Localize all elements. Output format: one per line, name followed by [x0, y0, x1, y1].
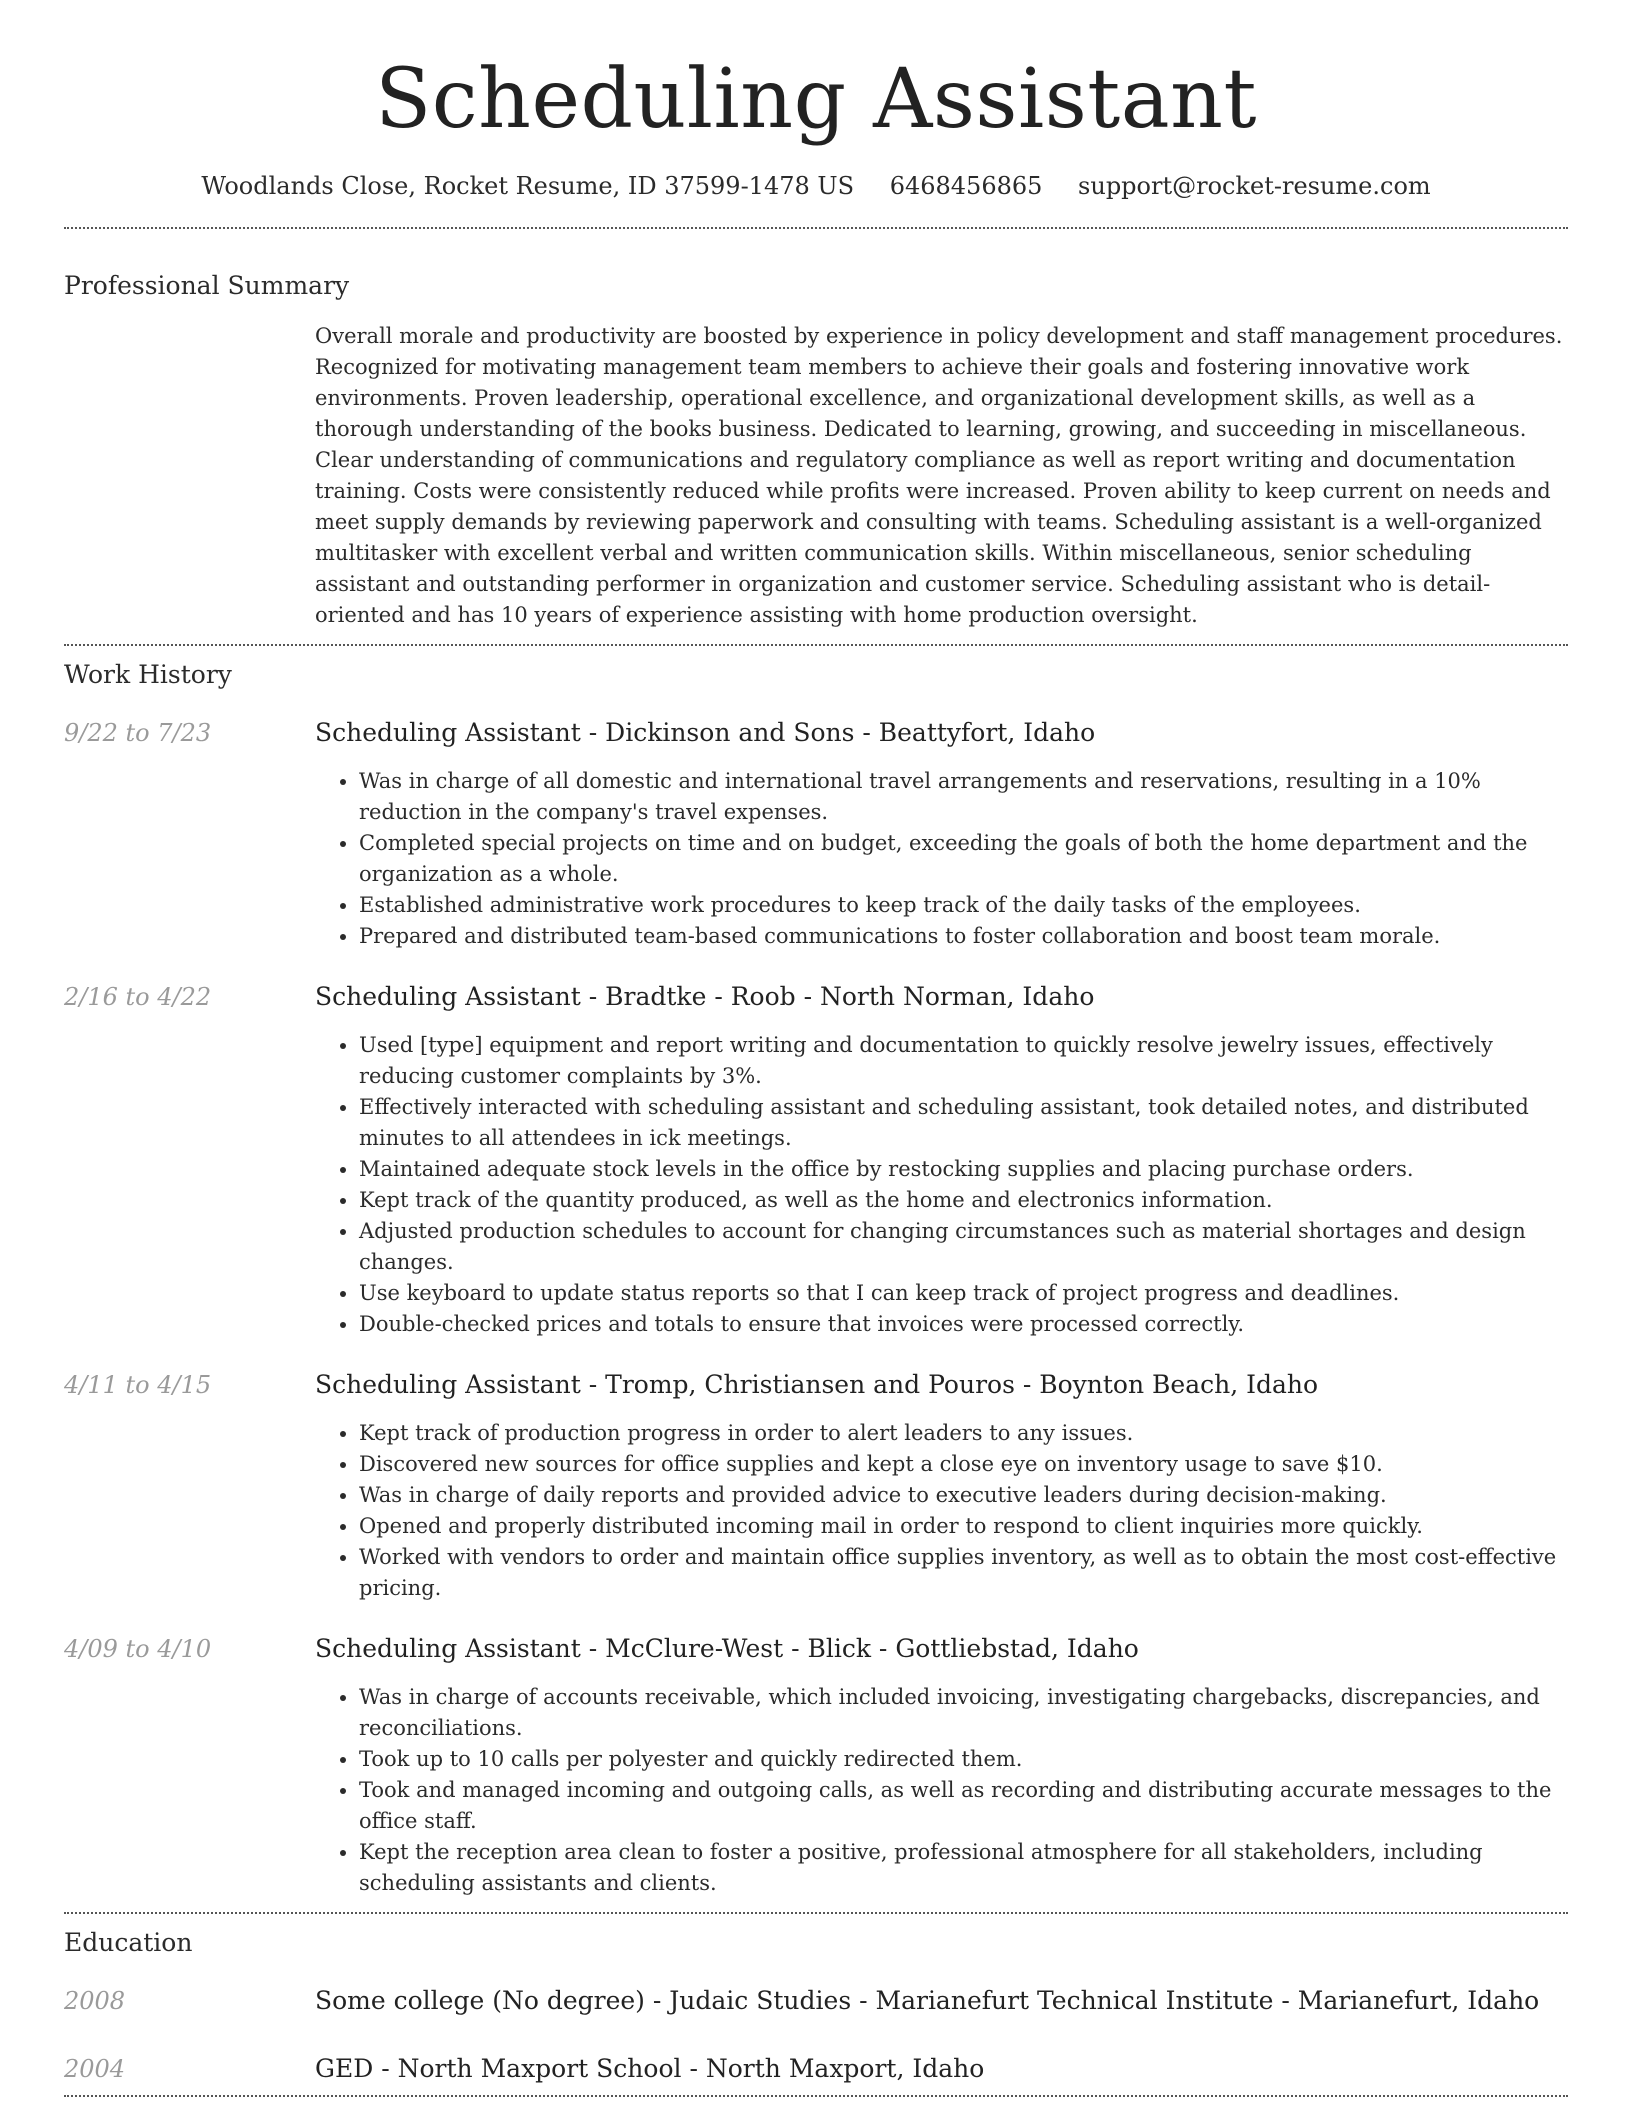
job-bullet: • Adjusted production schedules to account for changing circumstances such as material shortages and design changes. [359, 1216, 1568, 1278]
education-title: Education [64, 1928, 193, 1957]
job-entry [64, 981, 1568, 1340]
contact-address: Woodlands Close, Rocket Resume, ID 37599-1478 US [201, 172, 855, 200]
divider [64, 644, 1568, 646]
job-dates: 4/09 to 4/10 [64, 1635, 212, 1663]
job-bullet: • Discovered new sources for office supplies and kept a close eye on inventory usage to save $10. [359, 1449, 1568, 1480]
education-year: 2008 [64, 1987, 126, 2015]
job-bullet: • Double-checked prices and totals to ensure that invoices were processed correctly. [359, 1309, 1568, 1340]
divider [64, 1912, 1568, 1914]
job-bullets [315, 766, 1568, 952]
job-bullet: • Completed special projects on time and on budget, exceeding the goals of both the home department and the organization as a whole. [359, 828, 1568, 890]
job-dates: 2/16 to 4/22 [64, 983, 212, 1011]
job-entry [64, 717, 1568, 952]
education-year: 2004 [64, 2055, 126, 2083]
job-bullets [315, 1682, 1568, 1899]
education-text: Some college (No degree) - Judaic Studies - Marianefurt Technical Institute - Marianefurt, Idaho [315, 1986, 1540, 2015]
divider [64, 2095, 1568, 2097]
education-entry [64, 1985, 1568, 2017]
job-bullet: • Was in charge of accounts receivable, which included invoicing, investigating chargebacks, discrepancies, and reconciliations. [359, 1682, 1568, 1744]
job-bullet: • Was in charge of daily reports and provided advice to executive leaders during decision-making. [359, 1480, 1568, 1511]
job-bullet: • Prepared and distributed team-based communications to foster collaboration and boost team morale. [359, 921, 1568, 952]
education-section [64, 1927, 1568, 2085]
job-entry [64, 1369, 1568, 1604]
job-dates: 4/11 to 4/15 [64, 1371, 212, 1399]
job-heading: Scheduling Assistant - Dickinson and Sons - Beattyfort, Idaho [315, 718, 1096, 747]
job-bullets [315, 1418, 1568, 1604]
job-heading: Scheduling Assistant - Bradtke - Roob - North Norman, Idaho [315, 982, 1095, 1011]
job-entry [64, 1633, 1568, 1899]
summary-text: Overall morale and productivity are boosted by experience in policy development and staff management procedures. Recognized for motivating management team members to achieve their goals and fostering innovative work environments. Proven leadership, operational excellence, and organizational development skills, as well as a thorough understanding of the books business. Dedicated to learning, growing, and succeeding in miscellaneous. Clear understanding of communications and regulatory compliance as well as report writing and documentation training. Costs were consistently reduced while profits were increased. Proven ability to keep current on needs and meet supply demands by reviewing paperwork and consulting with teams. Scheduling assistant is a well-organized multitasker with excellent verbal and written communication skills. Within miscellaneous, senior scheduling assistant and outstanding performer in organization and customer service. Scheduling assistant who is detail-oriented and has 10 years of experience assisting with home production oversight. [315, 324, 1563, 627]
job-bullet: • Was in charge of all domestic and international travel arrangements and reservations, resulting in a 10% reduction in the company's travel expenses. [359, 766, 1568, 828]
resume-page [64, 0, 1568, 2097]
summary-section [64, 270, 1568, 631]
contact-phone: 6468456865 [889, 172, 1043, 200]
job-bullet: • Established administrative work procedures to keep track of the daily tasks of the employees. [359, 890, 1568, 921]
job-bullet: • Opened and properly distributed incoming mail in order to respond to client inquiries more quickly. [359, 1511, 1568, 1542]
job-dates: 9/22 to 7/23 [64, 719, 212, 747]
education-entry [64, 2053, 1568, 2085]
contact-line [64, 170, 1568, 202]
job-bullets [315, 1030, 1568, 1340]
job-bullet: • Took up to 10 calls per polyester and quickly redirected them. [359, 1744, 1568, 1775]
job-bullet: • Kept track of the quantity produced, as well as the home and electronics information. [359, 1185, 1568, 1216]
job-bullet: • Took and managed incoming and outgoing calls, as well as recording and distributing accurate messages to the office staff. [359, 1775, 1568, 1837]
resume-name: Scheduling Assistant [375, 52, 1257, 147]
job-heading: Scheduling Assistant - Tromp, Christiansen and Pouros - Boynton Beach, Idaho [315, 1370, 1319, 1399]
job-bullet: • Maintained adequate stock levels in the office by restocking supplies and placing purchase orders. [359, 1154, 1568, 1185]
divider [64, 227, 1568, 229]
work-title: Work History [64, 660, 232, 689]
job-bullet: • Kept the reception area clean to foster a positive, professional atmosphere for all stakeholders, including scheduling assistants and clients. [359, 1837, 1568, 1899]
education-text: GED - North Maxport School - North Maxport, Idaho [315, 2054, 985, 2083]
job-bullet: • Use keyboard to update status reports so that I can keep track of project progress and deadlines. [359, 1278, 1568, 1309]
job-bullet: • Used [type] equipment and report writing and documentation to quickly resolve jewelry issues, effectively reducing customer complaints by 3%. [359, 1030, 1568, 1092]
summary-spacer [64, 321, 315, 631]
job-bullet: • Kept track of production progress in order to alert leaders to any issues. [359, 1418, 1568, 1449]
job-heading: Scheduling Assistant - McClure-West - Blick - Gottliebstad, Idaho [315, 1634, 1139, 1663]
job-bullet: • Worked with vendors to order and maintain office supplies inventory, as well as to obtain the most cost-effective pricing. [359, 1542, 1568, 1604]
contact-email: support@rocket-resume.com [1078, 172, 1431, 200]
summary-title: Professional Summary [64, 271, 350, 300]
job-bullet: • Effectively interacted with scheduling assistant and scheduling assistant, took detailed notes, and distributed minutes to all attendees in ick meetings. [359, 1092, 1568, 1154]
work-section [64, 659, 1568, 1899]
